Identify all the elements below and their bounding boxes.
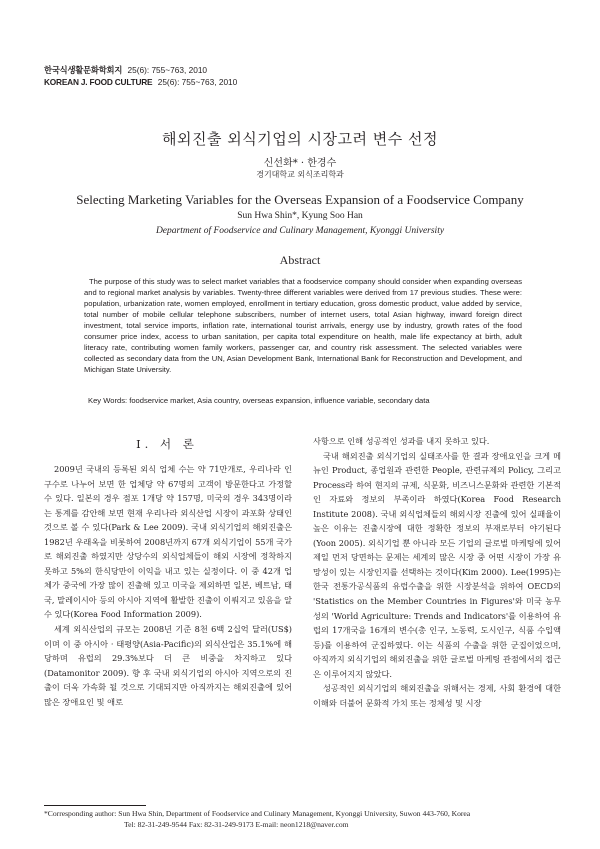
authors-korean: 신선화* · 한경수 (263, 158, 337, 169)
footnote-author-line: *Corresponding author: Sun Hwa Shin, Department of Foodservice and Culinary Management, Kyonggi University, Suwon 443-760, Korea (44, 809, 471, 818)
paragraph: 세계 외식산업의 규모는 2008년 기준 8천 6백 2십억 달러(US$)이며 이 중 아시아 · 태평양(Asia-Pacific)의 외식산업은 35.1%에 해당하며 유럽의 29.3%보다 더 큰 비중을 차지하고 있다(Datamonitor 2009). 향 후 국내 외식기업의 아시아 지역으로의 진출이 더욱 가속화 될 것으로 기대되지만 아직까지는 해외진출에 있어 많은 장애요인 및 애로 (44, 624, 292, 707)
affiliation-english: Department of Foodservice and Culinary Management, Kyonggi University (155, 226, 445, 236)
section-heading-introduction: I. 서 론 (136, 437, 198, 451)
abstract-text: The purpose of this study was to select market variables that a foodservice company should consider when expanding overseas and to regional market analysis by variables. Twenty-three different variables were derived from 17 previous studies. These were: population, urbanization rate, women employed, enrollment in tertiary education, gross domestic product, value added by service, total number of mobile cellular telephone subscribers, number of internet users, total Asian highway, inward foreign direct investment, total service imports, inflation rate, international tourist arrivals, energy use by industry, growth rates of the food consumer price index, access to urban sanitation, per capita total expenditure on health, male life expectancy at birth, adult literacy rate, contributing women family workers, passenger car, and country risk assessment. The selected variables were collected as secondary data from the UN, Asian Development Bank, International Bank for Reconstruction and Development, and Michigan State University. (84, 277, 522, 375)
left-column (44, 462, 292, 709)
affiliation-korean: 경기대학교 외식조리학과 (256, 170, 344, 179)
journal-ko-line (44, 64, 237, 76)
journal-en-name: KOREAN J. FOOD CULTURE (44, 77, 153, 87)
title-english: Selecting Marketing Variables for the Overseas Expansion of a Foodservice Company (76, 192, 524, 207)
paragraph: 국내 해외진출 외식기업의 실태조사를 한 결과 장애요인을 크게 메뉴인 Product, 종업원과 관련한 People, 관련규제의 Policy, 그리고 Process라 하여 현지의 규제, 식문화, 비즈니스문화와 관련한 기본적인 자료와 정보의 부족이라 하였다(Korea Food Research Institute 2008). 국내 외식업체들의 해외시장 진출에 있어 실패율이 높은 이유는 진출시장에 대한 정확한 정보의 부재로부터 야기된다(Yoon 2005). 외식기업 뿐 아니라 모든 기업의 글로벌 마케팅에 있어 제일 먼저 당면하는 문제는 세계의 많은 시장 중 어떤 시장이 가장 유망성이 있는 시장인지를 선택하는 것이다(Kim 2000). Lee(1995)는 한국 전통가공식품의 유럽수출을 위한 시장분석을 위하여 OECD의 'Statistics on the Member Countries in Figures'와 미국 농무성의 'World Agriculture: Trends and Indicators'를 이용하여 유럽의 17개국을 16개의 변수(총 인구, 노동력, 도시인구, 식품 수입액 등)를 이용하여 군집하였다. 이는 식품의 수출을 위한 군집이었으며, 아직까지 외식기업의 해외진출을 위한 글로벌 마케팅 관점에서의 접근은 이루어지지 않았다. (313, 450, 561, 679)
journal-ko-volume: 25(6): 755~763, 2010 (127, 65, 208, 75)
abstract-heading: Abstract (279, 253, 321, 267)
journal-en-line (44, 76, 237, 88)
keywords: Key Words: foodservice market, Asia country, overseas expansion, influence variable, secondary data (88, 396, 430, 405)
right-column (313, 434, 561, 710)
footnote-contact-line: Tel: 82-31-249-9544 Fax: 82-31-249-9173 E-mail: neon1218@naver.com (124, 819, 349, 829)
paragraph: 성공적인 외식기업의 해외진출을 위해서는 경제, 사회 환경에 대한 이해와 더불어 문화적 가치 또는 정체성 및 시장 (313, 683, 561, 708)
footnote (44, 809, 544, 830)
authors-english: Sun Hwa Shin*, Kyung Soo Han (237, 211, 363, 221)
footnote-divider (44, 805, 146, 806)
journal-header (44, 64, 237, 88)
paragraph: 2009년 국내의 등록된 외식 업체 수는 약 71만개로, 우리나라 인구수로 나누어 보면 한 업체당 약 67명의 고객이 방문한다고 가정할 수 있다. 일본의 경우 점포 1개당 약 157명, 미국의 경우 343명이라는 통계를 감안해 보면 현재 우리나라 외식산업 시장이 과포화 상태인 것으로 볼 수 있다(Park & Lee 2009). 국내 외식기업의 해외진출은 1982년 우래옥을 비롯하여 2008년까지 67개 외식기업이 55개 국가로 해외진출 하였지만 상당수의 외식업체들이 해외 시장에 정착하지 못하고 5%의 한식당만이 이익을 내고 있는 실정이다. 이 중 42개 업체가 중국에 가장 많이 진출해 있고 미국을 제외하면 일본, 베트남, 태국, 말레이시아 등의 아시아 지역에 활발한 진출이 이뤄지고 있음을 알 수 있다(Korea Food Information 2009). (44, 464, 292, 620)
title-korean: 해외진출 외식기업의 시장고려 변수 선정 (162, 130, 438, 148)
paragraph: 사항으로 인해 성공적인 성과를 내지 못하고 있다. (313, 436, 490, 446)
journal-ko-name: 한국식생활문화학회지 (44, 65, 123, 75)
journal-en-volume: 25(6): 755~763, 2010 (157, 77, 238, 87)
